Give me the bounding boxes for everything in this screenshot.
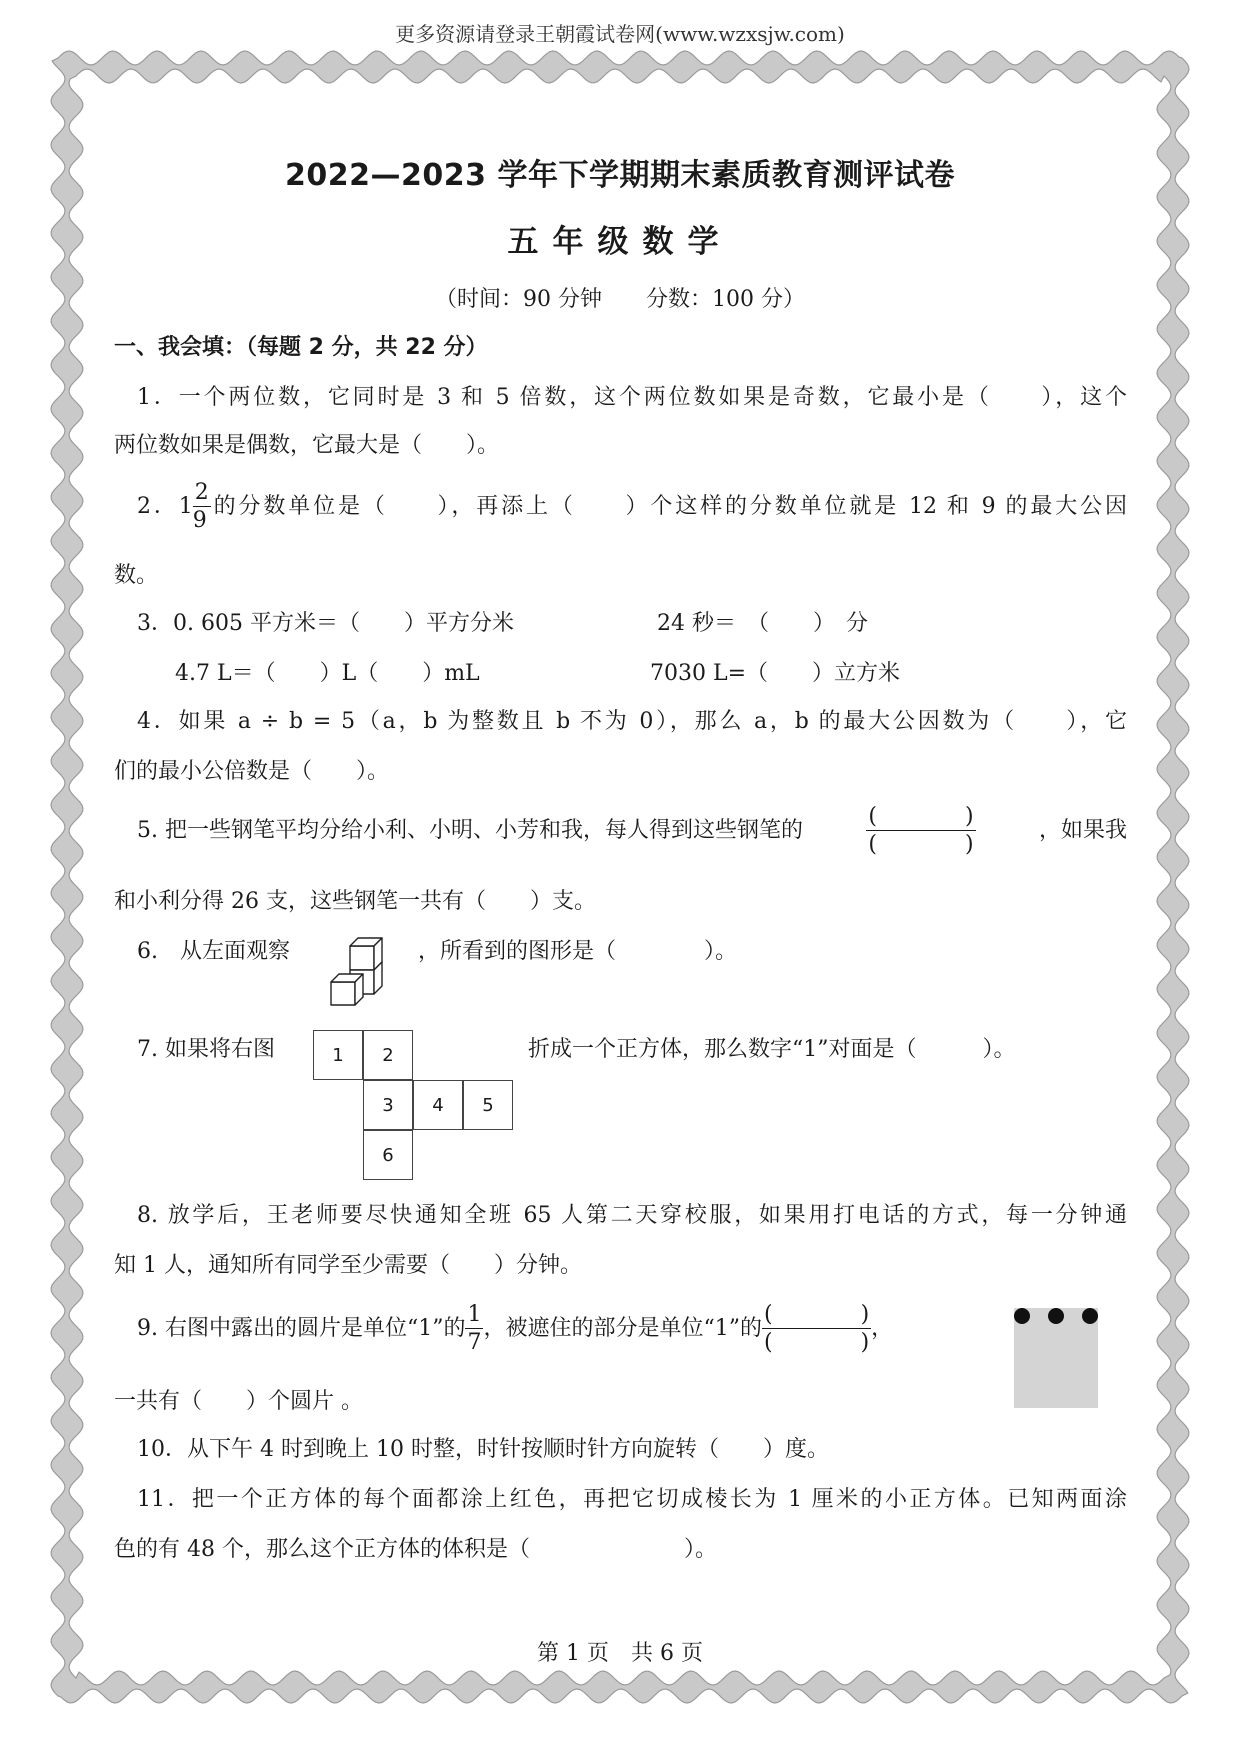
covered-discs-figure [1010, 1302, 1102, 1410]
exam-subtitle: 五年级数学 [507, 224, 733, 260]
q9-frac2-den: ( ) [763, 1330, 870, 1355]
q7-after: 折成一个正方体，那么数字“1”对面是（ ）。 [528, 1037, 1016, 1062]
q2-rest: 的分数单位是（ ），再添上（ ）个这样的分数单位就是 12 和 9 的最大公因 [210, 494, 1127, 519]
q9-fraction-shown [465, 1304, 483, 1354]
q3-b: 24 秒＝ （ ） 分 [657, 611, 868, 636]
q8-line2: 知 1 人，通知所有同学至少需要（ ）分钟。 [114, 1253, 582, 1278]
cube-net-figure [313, 1030, 515, 1182]
net-cell: 1 [313, 1030, 363, 1080]
q6-after: ，所看到的图形是（ ）。 [418, 939, 738, 964]
q9-fraction-answer [762, 1304, 871, 1354]
q7-before: 7. 如果将右图 [137, 1037, 275, 1062]
q4-line1: 4．如果 a ÷ b = 5（a，b 为整数且 b 不为 0），那么 a，b 的最大公因数为（ ），它 [137, 709, 1127, 734]
q9-middle: ，被遮住的部分是单位“1”的 [483, 1316, 762, 1341]
q5-line2: 和小利分得 26 支，这些钢笔一共有（ ）支。 [114, 889, 596, 914]
q10-line1: 10．从下午 4 时到晚上 10 时整，时针按顺时针方向旋转（ ）度。 [137, 1437, 829, 1462]
q1-line2: 两位数如果是偶数，它最大是（ ）。 [114, 433, 500, 458]
q9-line1 [137, 1298, 893, 1360]
q9-before: 9. 右图中露出的圆片是单位“1”的 [137, 1316, 466, 1341]
page-footer: 第 1 页 共 6 页 [537, 1641, 703, 1666]
disc [1014, 1308, 1030, 1324]
net-cell: 2 [363, 1030, 413, 1080]
q1-line1: 1．一个两位数，它同时是 3 和 5 倍数，这个两位数如果是奇数，它最小是（ ），这个 [137, 385, 1127, 410]
q11-line1: 11．把一个正方体的每个面都涂上红色，再把它切成棱长为 1 厘米的小正方体。已知两面涂 [137, 1487, 1127, 1512]
disc [1048, 1308, 1064, 1324]
net-cell: 6 [363, 1130, 413, 1180]
q3-a: 3．0. 605 平方米＝（ ）平方分米 [137, 611, 514, 636]
exam-title: 2022—2023 学年下学期期末素质教育测评试卷 [285, 158, 955, 193]
q4-line2: 们的最小公倍数是（ ）。 [114, 759, 390, 784]
q3-d: 7030 L=（ ）立方米 [650, 661, 901, 686]
q2-line1 [137, 478, 1127, 536]
q2-fraction [193, 482, 211, 532]
exam-info: （时间：90 分钟 分数：100 分） [435, 287, 805, 312]
q8-line1: 8. 放学后，王老师要尽快通知全班 65 人第二天穿校服，如果用打电话的方式，每一分钟通 [137, 1203, 1127, 1228]
q5-after: ，如果我 [1038, 818, 1127, 843]
net-cell: 3 [363, 1080, 413, 1130]
q6-before: 6. 从左面观察 [137, 939, 290, 964]
section-heading: 一、我会填：（每题 2 分，共 22 分） [114, 335, 488, 360]
q5-frac-den: ( ) [868, 832, 974, 857]
q2-mixed-whole: 1 [178, 494, 193, 519]
q5-before: 5. 把一些钢笔平均分给小利、小明、小芳和我，每人得到这些钢笔的 [137, 818, 803, 843]
q5-line1 [137, 800, 1127, 862]
net-cell: 4 [413, 1080, 463, 1130]
q2-frac-num: 2 [194, 480, 209, 505]
q9-after: ， [871, 1316, 894, 1341]
q9-line2: 一共有（ ）个圆片 。 [114, 1389, 363, 1414]
disc [1082, 1308, 1098, 1324]
q9-frac1-den: 7 [467, 1330, 482, 1355]
q5-fraction [866, 806, 975, 856]
q9-frac1-num: 1 [467, 1302, 482, 1327]
q2-frac-den: 9 [192, 508, 207, 533]
q3-c: 4.7 L＝（ ）L（ ）mL [175, 661, 480, 686]
q9-frac2-num: ( ) [763, 1302, 870, 1327]
q11-line2: 色的有 48 个，那么这个正方体的体积是（ ）。 [114, 1537, 717, 1562]
q2-prefix: 2． [137, 494, 179, 519]
stacked-cubes-figure [328, 932, 394, 1006]
header-note: 更多资源请登录王朝霞试卷网(www.wzxsjw.com) [395, 22, 845, 46]
net-cell: 5 [463, 1080, 513, 1130]
q5-frac-num: ( ) [868, 804, 974, 829]
q2-line2: 数。 [114, 563, 159, 588]
